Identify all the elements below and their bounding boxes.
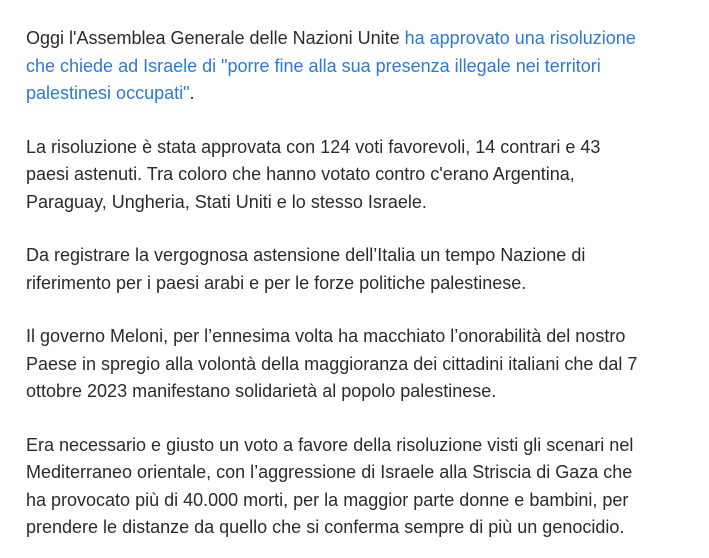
- paragraph-line: Da registrare la vergognosa astensione dell’Italia un tempo Nazione di: [26, 245, 586, 265]
- paragraph-vote-results: [26, 134, 709, 217]
- resolution-link-line-2: che chiede ad Israele di "porre fine alla sua presenza illegale nei territori: [26, 55, 601, 76]
- paragraph-line: prendere le distanze da quello che si conferma sempre di più un genocidio.: [26, 517, 625, 537]
- paragraph-italy-abstention: [26, 242, 709, 297]
- paragraph-conclusion: [26, 432, 709, 542]
- intro-text: Oggi l'Assemblea Generale delle Nazioni Unite: [26, 28, 405, 48]
- paragraph-line: Era necessario e giusto un voto a favore della risoluzione visti gli scenari nel: [26, 434, 634, 455]
- paragraph-line: La risoluzione è stata approvata con 124 voti favorevoli, 14 contrari e 43: [26, 136, 601, 157]
- paragraph-line: Il governo Meloni, per l’ennesima volta ha macchiato l’onorabilità del nostro: [26, 326, 626, 346]
- paragraph-government: [26, 323, 709, 406]
- paragraph-intro: [26, 25, 709, 108]
- paragraph-line: ottobre 2023 manifestano solidarietà al popolo palestinese.: [26, 381, 497, 401]
- paragraph-line: riferimento per i paesi arabi e per le forze politiche palestinese.: [26, 272, 527, 293]
- paragraph-line: paesi astenuti. Tra coloro che hanno votato contro c'erano Argentina,: [26, 164, 575, 184]
- resolution-link-line-1: ha approvato una risoluzione: [404, 28, 636, 48]
- paragraph-line: ha provocato più di 40.000 morti, per la maggior parte donne e bambini, per: [26, 489, 629, 510]
- paragraph-line: Mediterraneo orientale, con l’aggressione di Israele alla Striscia di Gaza che: [26, 462, 633, 482]
- intro-period: .: [189, 83, 195, 103]
- paragraph-line: Paraguay, Ungheria, Stati Uniti e lo stesso Israele.: [26, 191, 427, 212]
- paragraph-line: Paese in spregio alla volontà della maggioranza dei cittadini italiani che dal 7: [26, 353, 638, 374]
- resolution-link-line-3: palestinesi occupati": [26, 83, 190, 103]
